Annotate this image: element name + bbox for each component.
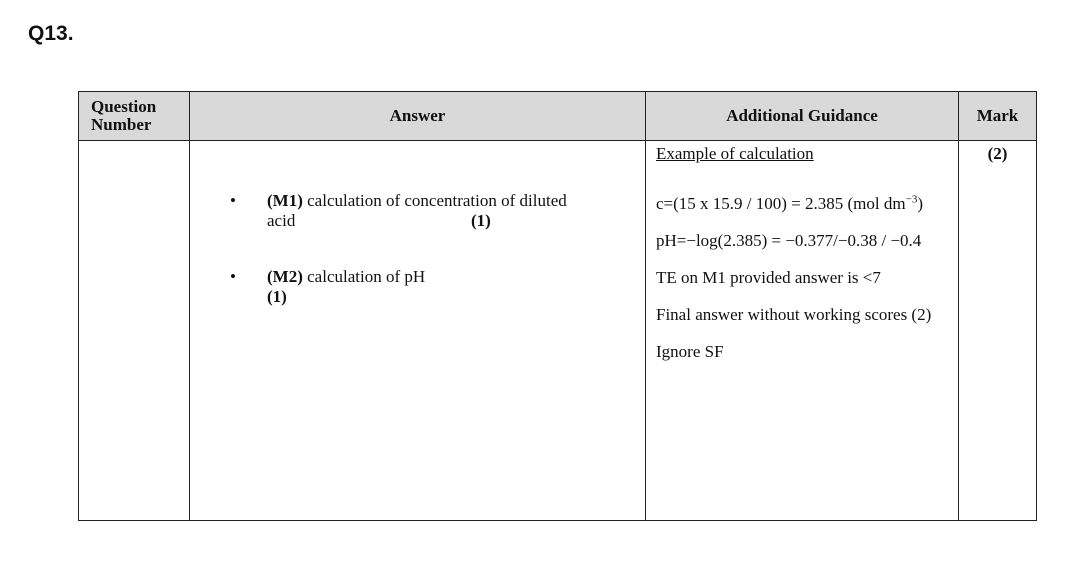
mark-cell: (2): [959, 141, 1037, 521]
answer-point-mark: (1): [471, 211, 491, 230]
mark-scheme-table: [78, 91, 1037, 521]
bullet-icon: •: [230, 267, 236, 286]
answer-point-text: calculation of concentration of diluted acid: [267, 191, 567, 230]
bullet-icon: •: [230, 191, 236, 210]
calculation-ph: pH=−log(2.385) = −0.377/−0.38 / −0.4: [656, 231, 922, 250]
ignore-sf-note: Ignore SF: [656, 342, 724, 361]
answer-point-code: (M2): [267, 267, 303, 286]
te-note: TE on M1 provided answer is <7: [656, 268, 881, 287]
answer-cell: [190, 141, 646, 521]
header-question-number: Question Number: [79, 92, 190, 141]
answer-point-text: calculation of pH: [307, 267, 426, 286]
header-mark: Mark: [959, 92, 1037, 141]
calculation-concentration: c=(15 x 15.9 / 100) = 2.385 (mol $dm^{-3}$): [656, 193, 923, 213]
answer-point-code: (M1): [267, 191, 303, 210]
header-additional-guidance: Additional Guidance: [646, 92, 959, 141]
example-heading: Example of calculation: [656, 144, 814, 163]
answer-point-m2: [230, 267, 590, 307]
answer-row: [79, 141, 1037, 521]
question-number-cell: [79, 141, 190, 521]
answer-point-m1: [230, 191, 590, 231]
header-row: [79, 92, 1037, 141]
header-answer: Answer: [190, 92, 646, 141]
final-answer-note: Final answer without working scores (2): [656, 305, 932, 324]
guidance-cell: [646, 141, 959, 521]
answer-point-mark: (1): [267, 287, 287, 306]
question-label: Q13.: [28, 22, 74, 45]
